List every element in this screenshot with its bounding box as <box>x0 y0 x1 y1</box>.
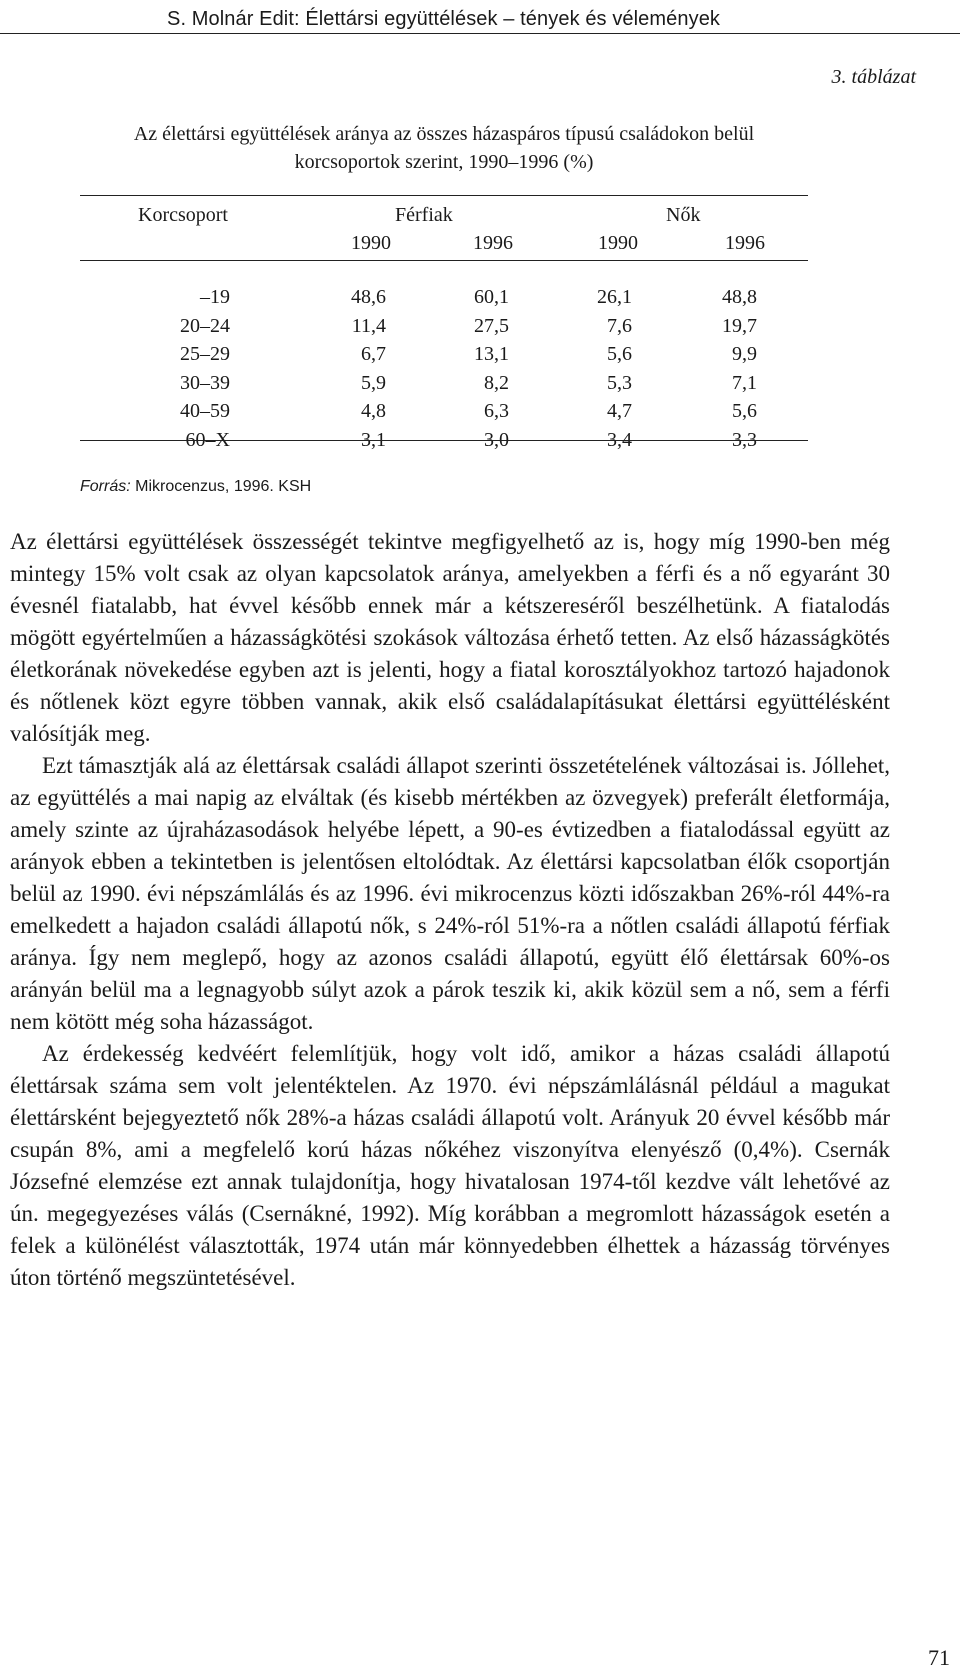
table-cell-value: 4,8 <box>361 400 386 423</box>
column-group-women: Nők <box>666 204 701 226</box>
table-cell-value: 5,6 <box>732 400 757 423</box>
table-cell-value: 13,1 <box>474 343 509 366</box>
table-cell-value: 3,1 <box>361 429 386 451</box>
table-cell-value: 11,4 <box>351 314 386 337</box>
table-cell-value: 6,7 <box>361 343 386 366</box>
table-cell-value: 3,0 <box>484 429 509 451</box>
column-year-women-1996: 1996 <box>725 232 765 254</box>
table-cell-age-group: 30–39 <box>180 371 230 394</box>
table-cell-value: 48,8 <box>722 286 757 308</box>
table-cell-age-group: 60–X <box>185 429 230 451</box>
table-bottom-rule <box>80 440 808 441</box>
column-year-men-1990: 1990 <box>351 232 391 254</box>
body-text <box>10 526 890 1294</box>
table-cell-age-group: 40–59 <box>180 400 230 423</box>
table-cell-value: 3,3 <box>732 429 757 451</box>
table-cell-value: 60,1 <box>474 286 509 308</box>
source-text: Mikrocenzus, 1996. KSH <box>135 478 312 495</box>
column-year-women-1990: 1990 <box>598 232 638 254</box>
table-cell-age-group: 20–24 <box>180 314 230 337</box>
table-cell-value: 26,1 <box>597 286 632 308</box>
table-source-note <box>80 478 311 496</box>
table-cell-age-group: –19 <box>200 286 230 308</box>
source-label: Forrás: <box>80 478 131 495</box>
table-cell-value: 48,6 <box>351 286 386 308</box>
table-cell-value: 5,3 <box>607 371 632 394</box>
table-cell-value: 8,2 <box>484 371 509 394</box>
running-header <box>0 0 960 34</box>
table-cell-value: 7,6 <box>607 314 632 337</box>
table-cell-value: 27,5 <box>474 314 509 337</box>
running-title: S. Molnár Edit: Élettársi együttélések – tények és vélemények <box>167 8 721 30</box>
table-cell-value: 4,7 <box>607 400 632 423</box>
table-cell-value: 19,7 <box>722 314 757 337</box>
table-cell-value: 5,9 <box>361 371 386 394</box>
body-paragraph: Az élettársi együttélések összességét tekintve megfigyelhető az is, hogy míg 1990-ben még mintegy 15% volt csak az olyan kapcsolatok aránya, amelyekben a férfi és a nő egyaránt 30 évesnél fiatalabb, hat évvel később ennek már a kétszereséről beszélhetünk. A fiatalodás mögött egyértelműen a házasságkötési szokások változása érhető tetten. Az első házasságkötés életkorának növekedése egyben azt is jelenti, hogy a fiatal korosztályokhoz tartozó hajadonok és nőtlenek közt egyre többen vannak, akik első családalapításukat élettársi együttélésként valósítják meg. <box>10 529 890 746</box>
page-number: 71 <box>928 1645 950 1670</box>
table-cell-value: 7,1 <box>732 371 757 394</box>
table-caption-line-1: Az élettársi együttélések aránya az összes házaspáros típusú családokon belül <box>133 123 755 145</box>
table-number: 3. táblázat <box>831 66 916 88</box>
table-caption <box>80 120 808 176</box>
body-paragraph: Ezt támasztják alá az élettársak családi állapot szerinti összetételének változásai is. Jóllehet, az együttélés a mai napig az elváltak (és kisebb mértékben az özvegyek) preferált életformája, amely szinte az újraházasodások helyébe lépett, a 90-es évtizedben a fiatalodással együtt az arányok ebben a tekintetben is jelentősen eltolódtak. Az élettársi kapcsolatban élők csoportján belül az 1990. évi népszámlálás és az 1996. évi mikrocenzus közti időszakban 26%-ról 44%-ra emelkedett a hajadon családi állapotú nők, s 24%-ról 51%-ra a nőtlen családi állapotú férfiak aránya. Így nem meglepő, hogy az azonos családi állapotú, együtt élő élettársak 60%-os arányán belül ma a legnagyobb súlyt azok a párok teszik ki, akik közül sem a nő, sem a férfi nem kötött még soha házasságot. <box>10 753 890 1034</box>
table-cell-value: 5,6 <box>607 343 632 366</box>
column-group-men: Férfiak <box>395 204 453 226</box>
table-cell-age-group: 25–29 <box>180 343 230 366</box>
table-cell-value: 6,3 <box>484 400 509 423</box>
column-year-men-1996: 1996 <box>473 232 513 254</box>
table-top-rule <box>80 195 808 196</box>
table-caption-line-2: korcsoportok szerint, 1990–1996 (%) <box>294 151 594 173</box>
body-paragraph: Az érdekesség kedvéért felemlítjük, hogy volt idő, amikor a házas családi állapotú élettársak száma sem volt jelentéktelen. Az 1970. évi népszámlálásnál például a magukat élettársként bejegyeztető nők 28%-a házas családi állapotú volt. Arányuk 20 évvel később már csupán 8%, ami a megfelelő korú házas nőkéhez viszonyítva elenyésző (0,4%). Csernák Józsefné elemzése ezt annak tulajdonítja, hogy hivatalosan 1974-től kezdve vált lehetővé az ún. megegyezéses válás (Csernákné, 1992). Míg korábban a megromlott házasságok esetén a felek a különélést választották, 1974 után már könnyedebben élhettek a házasság törvényes úton történő megszüntetésével. <box>10 1041 890 1290</box>
column-header-age-group: Korcsoport <box>138 204 228 226</box>
table-cell-value: 9,9 <box>732 343 757 366</box>
table-cell-value: 3,4 <box>607 429 632 451</box>
table-header-rule <box>80 260 808 261</box>
